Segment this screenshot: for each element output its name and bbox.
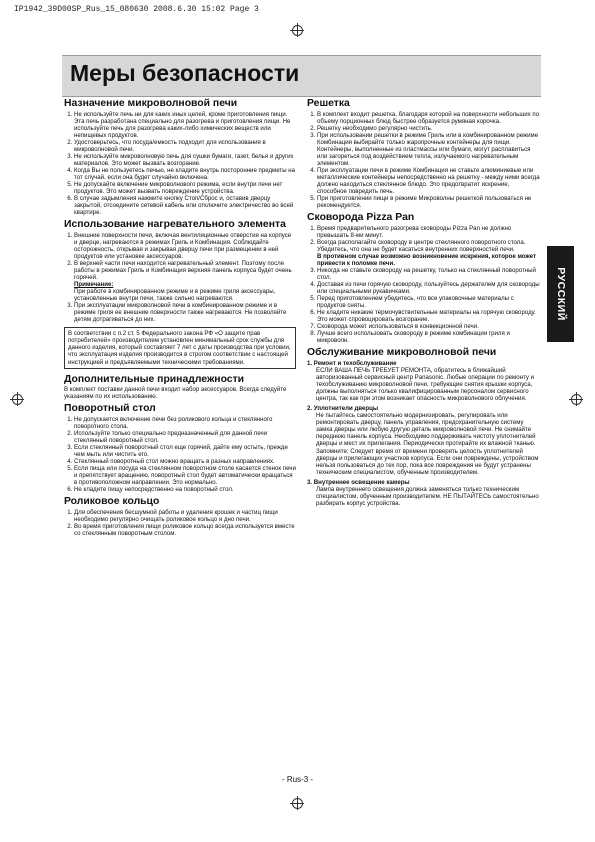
list-item: 3. Никогда не ставьте сковороду на решетку, только на стеклянный поворотный стол. bbox=[317, 267, 540, 281]
list-item: 1. Внешние поверхности печи, включая вентиляционные отверстия на корпусе и дверце, нагреваются в режимах Гриль и Комбинация. Соблюдайте осторожность, открывая и закрывая дверцу печи при размещении в ней продуктов или установке аксессуаров. bbox=[74, 232, 296, 260]
list-item: 1. Не используйте печь ни для каких иных целей, кроме приготовления пищи. Эта печь разработана специально для разогрева и приготовления пищи. Не используйте печь для разогрева каких-либо химических веществ или непищевых продуктов. bbox=[74, 111, 296, 139]
title-banner bbox=[62, 55, 541, 97]
section-heading-service: Обслуживание микроволновой печи bbox=[307, 347, 497, 359]
list-item: 5. При приготовлении пищи в режиме Микроволны решеткой пользоваться не рекомендуется. bbox=[317, 195, 540, 209]
list-item: 4. Когда Вы не пользуетесь печью, не кладите внутрь посторонние предметы на тот случай, если она будет случайно включена. bbox=[74, 167, 296, 181]
service-lamp bbox=[307, 479, 540, 507]
left-column bbox=[64, 99, 296, 541]
list-item: 2. Решетку необходимо регулярно чистить. bbox=[317, 125, 540, 132]
roller-list bbox=[64, 509, 296, 537]
legal-notice-box: В соответствии с п.2 ст. 5 Федерального закона РФ «О защите прав потребителей» производителем установлен минимальный срок службы для данного изделия, который составляет 7 лет с даты производства при условии, что эксплуатация изделия производится в строгом соответствии с настоящей инструкцией и предъявляемыми техническими требованиями. bbox=[64, 327, 296, 368]
page-title: Меры безопасности bbox=[70, 60, 300, 86]
list-item: 5. Не допускайте включение микроволнового режима, если внутри печи нет продуктов. Это может вызвать повреждение устройства. bbox=[74, 181, 296, 195]
note-title: Примечание: bbox=[74, 281, 114, 289]
section-heading-turntable: Поворотный стол bbox=[64, 403, 156, 415]
turntable-list bbox=[64, 416, 296, 494]
list-item: 6. Не кладите никакие термочувствительные материалы на горячую сковороду. Это может спровоцировать возгорание. bbox=[317, 309, 540, 323]
list-item bbox=[74, 260, 296, 302]
list-item: 1. Не допускается включение печи без роликового кольца и стеклянного поворотного стола. bbox=[74, 416, 296, 430]
list-item: 6. В случае задымления нажмите кнопку Стоп/Сброс и, оставив дверцу закрытой, отсоедините сетевой кабель или отключите электричество во всей квартире. bbox=[74, 195, 296, 216]
list-item: 4. Стеклянный поворотный стол можно вращать в разных направлениях. bbox=[74, 458, 296, 465]
section-heading-pizza: Сковорода Pizza Pan bbox=[307, 212, 415, 224]
language-side-tab bbox=[547, 246, 574, 342]
rack-list bbox=[307, 111, 540, 210]
right-column bbox=[307, 99, 540, 510]
list-item: 7. Сковорода может использоваться в конвекционной печи. bbox=[317, 323, 540, 330]
purpose-list bbox=[64, 111, 296, 217]
page-number: - Rus-3 - bbox=[281, 775, 314, 784]
list-item: 8. Лучше всего использовать сковороду в режиме комбинации гриля и микроволн. bbox=[317, 330, 540, 344]
list-item: 3. Не используйте микроволновую печь для сушки бумаги, газет, белья и других материалов. Это может вызвать возгорание. bbox=[74, 153, 296, 167]
service-seals-heading: 2. Уплотнители дверцы bbox=[307, 405, 379, 413]
list-item: 2. Удостоверьтесь, что посуда/емкость подходит для использования в микроволновой печи. bbox=[74, 139, 296, 153]
list-item bbox=[317, 239, 540, 267]
list-item: 2. Во время приготовления пищи роликовое кольцо всегда используется вместе со стеклянным поворотным столом. bbox=[74, 523, 296, 537]
note-text: При работе в комбинированном режиме и в режиме гриля аксессуары, установленные внутри печи, также сильно нагреваются. bbox=[74, 288, 276, 303]
list-item-text: В верхней части печи находится нагревательный элемент. Поэтому после работы в режимах Гриль и Комбинация верхняя панель корпуса будет очень горячей. bbox=[74, 259, 292, 281]
list-item: 1. Время предварительного разогрева сковороды Pizza Pan не должно превышать 8-ми минут. bbox=[317, 225, 540, 239]
language-label: РУССКИЙ bbox=[554, 267, 567, 321]
section-heading-rack: Решетка bbox=[307, 98, 350, 109]
service-seals bbox=[307, 405, 540, 475]
list-item: 5. Перед приготовлением убедитесь, что все упаковочные материалы с продуктов сняты. bbox=[317, 295, 540, 309]
pizza-list bbox=[307, 225, 540, 345]
list-item: 2. Используйте только специально предназначенный для данной печи стеклянный поворотный стол. bbox=[74, 430, 296, 444]
service-repair-heading: 1. Ремонт и техобслуживание bbox=[307, 359, 397, 367]
section-heading-accessories: Дополнительные принадлежности bbox=[64, 373, 245, 385]
service-lamp-body: Лампа внутреннего освещения должна заменяться только техническим специалистом, обученным производителем. НЕ ПЫТАЙТЕСЬ самостоятельно разбирать корпус устройства. bbox=[316, 485, 539, 507]
list-item: 3. При использовании решетки в режиме Гриль или в комбинированном режиме Комбинация выбирайте только жаропрочные контейнеры для пищи. Контейнеры, выполненные из пластмассы или бумаги, могут расплавиться или загореться под воздействием тепла, излучаемого нагревательным элементом. bbox=[317, 132, 540, 167]
list-item: 1. Для обеспечения бесшумной работы и удаления крошек и частиц пищи необходимо регулярно очищать роликовое кольцо и дно печи. bbox=[74, 509, 296, 523]
list-item: 4. При эксплуатации печи в режиме Комбинация не ставьте алюминиевые или металлические контейнеры непосредственно на решетку - между ними всегда должно находиться стеклянное блюдо. Это предотвратит искрение, способное повредить печь. bbox=[317, 167, 540, 195]
accessories-text: В комплект поставки данной печи входит набор аксессуаров. Всегда следуйте указаниям по их использованию. bbox=[64, 386, 287, 401]
registration-mark-icon bbox=[569, 392, 583, 406]
registration-mark-icon bbox=[290, 796, 304, 810]
service-repair bbox=[307, 360, 540, 402]
list-item: 6. Не кладите пищу непосредственно на поворотный стол. bbox=[74, 486, 296, 493]
section-heading-purpose: Назначение микроволновой печи bbox=[64, 98, 238, 109]
service-repair-body: ЕСЛИ ВАША ПЕЧЬ ТРЕБУЕТ РЕМОНТА, обратитесь в ближайший авторизованный сервисный центр Panasonic. Любые операции по ремонту и техобслуживанию микроволновой печи, требующие снятия крышки корпуса, должны выполняться только квалифицированным персоналом сервисного центра, так как при этом возникает опасность микроволнового облучения. bbox=[316, 367, 534, 403]
list-item-text: Всегда располагайте сковороду в центре стеклянного поворотного стола. Убедитесь, что она не будет касаться внутренних поверхностей печи. bbox=[317, 238, 526, 253]
list-item: 4. Доставая из печи горячую сковороду, пользуйтесь держателем для сковороды или специальными рукавичками. bbox=[317, 281, 540, 295]
heater-list bbox=[64, 232, 296, 324]
section-heading-roller: Роликовое кольцо bbox=[64, 496, 160, 508]
list-item: 1. В комплект входит решетка, благодаря которой на поверхности небольших по объему порционных блюд быстрее образуется румяная корочка. bbox=[317, 111, 540, 125]
warning-text: В противном случае возможно возникновение искрения, которое может привести к поломке печи. bbox=[317, 252, 537, 267]
service-seals-note: Запомните: Следует время от времени проверять целость уплотнителей дверцы и прилегающих участков корпуса. Если они повреждены, устройством нельзя пользоваться до тех пор, пока все повреждения не будут устранены техническим специалистом, обученным производителем. bbox=[316, 447, 539, 476]
print-header: IP1942_39D00SP_Rus_15_080630 2008.6.30 15:02 Page 3 bbox=[14, 5, 259, 14]
list-item: 3. При эксплуатации микроволновой печи в комбинированном режиме и в режиме гриля ее внешние поверхности также нагреваются. Не позволяйте детям дотрагиваться до них. bbox=[74, 302, 296, 323]
section-heading-heater: Использование нагревательного элемента bbox=[64, 219, 286, 231]
registration-mark-icon bbox=[290, 23, 304, 37]
service-lamp-heading: 3. Внутреннее освещение камеры bbox=[307, 478, 410, 486]
list-item: 5. Если пища или посуда на стеклянном поворотном столе касается стенок печи и препятствует вращению, поворотный стол будет автоматически вращаться в противоположном направлении. Это нормально. bbox=[74, 465, 296, 486]
list-item: 3. Если стеклянный поворотный стол еще горячий, дайте ему остыть, прежде чем мыть или чистить его. bbox=[74, 444, 296, 458]
service-seals-body: Не пытайтесь самостоятельно модернизировать, регулировать или ремонтировать дверцу, панель управления, предохранительную систему замка дверцы или любую другую деталь микроволновой печи. Не снимайте переднюю панель корпуса. Необходимо поддерживать чистоту уплотнителей дверцы и мест их прилегания. Периодически протирайте их влажной тканью. bbox=[316, 412, 536, 448]
registration-mark-icon bbox=[10, 392, 24, 406]
